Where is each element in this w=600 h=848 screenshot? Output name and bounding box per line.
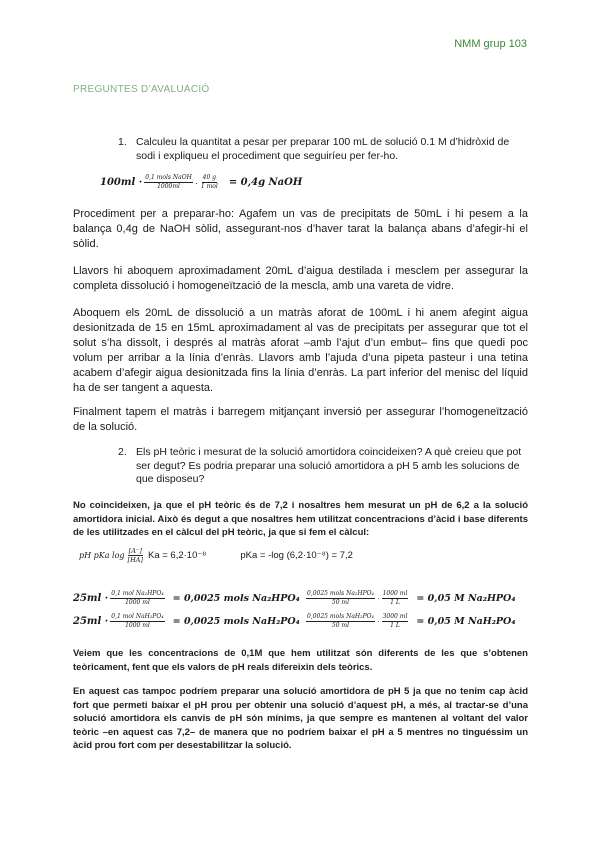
calc-row-1: 25ml · $\frac{\text{0,1 mol Na₂HPO₄}}{1000 ml}$ = 0,0025 mols Na₂HPO₄ — [73, 590, 300, 606]
answer2-paragraph2: Veiem que les concentracions de 0,1M que hem utilitzat són diferents de les que s’obtenen teòricament, fent que els valors de pH reals difereixin dels teòrics. — [73, 648, 528, 673]
eq1-start: 100ml · — [100, 177, 143, 188]
ph-formula: pH pKa log $\frac{[A^-]}{[HA]}$ Ka = 6,2·10⁻⁸ pKa = -log (6,2·10⁻⁸) = 7,2 — [79, 547, 353, 564]
group-label: NMM grup 103 — [454, 38, 527, 50]
eq1-frac2: $\frac{40 g}{\text{1 mol}}$ — [200, 174, 218, 190]
paragraph-finally: Finalment tapem el matràs i barregem mitjançant inversió per assegurar l’homogeneïtzació de la solució. — [73, 406, 528, 433]
paragraph-flask: Aboquem els 20mL de dissolució a un matràs aforat de 100mL i hi anem afegint aigua desionitzada de 15 en 15mL aproximadament al vas de precipitats per assegurar que tot el solut s’ha dissolt, i després al matràs aforat –amb l’ajut d’un embut– fins que quedi poc volum per arribar a la línia d’enràs. Llavors amb l’ajuda d’una pipeta pasteur i una tetina acabem d’afegir aigua desionitzada fins la línia d’enràs. La part inferior del menisc del líquid ha de ser tangent a aquesta. — [73, 307, 528, 394]
ka-value: Ka = 6,2·10⁻⁸ — [147, 550, 207, 561]
paragraph-procedure: Procediment per a preparar-ho: Agafem un vas de precipitats de 50mL i hi pesem a la balança 0,4g de NaOH sòlid, assegurant-nos d’haver tarat la balança abans d’afegir-hi el sòlid. — [73, 208, 528, 250]
section-title: PREGUNTES D’AVALUACIÓ — [73, 84, 210, 95]
eq1-result: = 0,4g NaOH — [228, 177, 303, 188]
question2-number: 2. — [118, 446, 127, 458]
calc-row-2: 25ml · $\frac{\text{0,1 mol NaH₂PO₄}}{1000 ml}$ = 0,0025 mols NaH₂PO₄ — [73, 613, 300, 629]
question1-number: 1. — [118, 136, 127, 148]
question2-text: Els pH teòric i mesurat de la solució amortidora coincideixen? A què creieu que pot ser degut? Es podria preparar una solució amortidora a pH 5 amb les solucions de que disposeu? — [136, 446, 522, 485]
calc-row-2-conc: $\frac{\text{0,0025 mols NaH₂PO₄}}{50 ml}$ · $\frac{3000 ml}{1 L}$ = 0,05 M NaH₂PO₄ — [307, 613, 516, 629]
pka-value: pKa = -log (6,2·10⁻⁸) = 7,2 — [240, 550, 353, 561]
answer2-paragraph3: En aquest cas tampoc podríem preparar una solució amortidora de pH 5 ja que no tenim cap àcid fort que permeti baixar el pH prou per obtenir una solució d’aquest pH, a més, al tractar-se d’una solució amortidora els canvis de pH són mínims, ja que sempre es mantenen al voltant del valor teòric –en aquest cas 7,2– de manera que no podríem baixar el pH a 5 mentres no tinguéssim un àcid prou fort com per desestabilitzar la solució. — [73, 686, 528, 751]
paragraph-water: Llavors hi aboquem aproximadament 20mL d’aigua destilada i mesclem per assegurar la completa dissolució i homogeneïtzació de la mescla, amb una vareta de vidre. — [73, 265, 528, 292]
question1-equation: 100ml · $\frac{\text{0,1 mols NaOH}}{1000ml}$ · $\frac{40 g}{\text{1 mol}}$ = 0,4g NaOH — [100, 174, 303, 190]
eq1-frac1: $\frac{\text{0,1 mols NaOH}}{1000ml}$ — [145, 174, 192, 190]
question1-text: Calculeu la quantitat a pesar per preparar 100 mL de solució 0.1 M d’hidròxid de sodi i expliqueu el procediment que seguiríeu per fer-ho. — [136, 136, 510, 162]
calc-row-1-conc: $\frac{\text{0,0025 mols Na₂HPO₄}}{50 ml}$ · $\frac{1000 ml}{1 L}$ = 0,05 M Na₂HPO₄ — [307, 590, 516, 606]
answer2-paragraph1: No coincideixen, ja que el pH teòric és de 7,2 i nosaltres hem mesurat un pH de 6,2 a la solució amortidora inicial. Això és degut a que nosaltres hem utilitzat concentracions d’àcid i base diferents de les utilitzades en el càlcul del pH teòric, ja que si fem el càlcul: — [73, 500, 528, 538]
